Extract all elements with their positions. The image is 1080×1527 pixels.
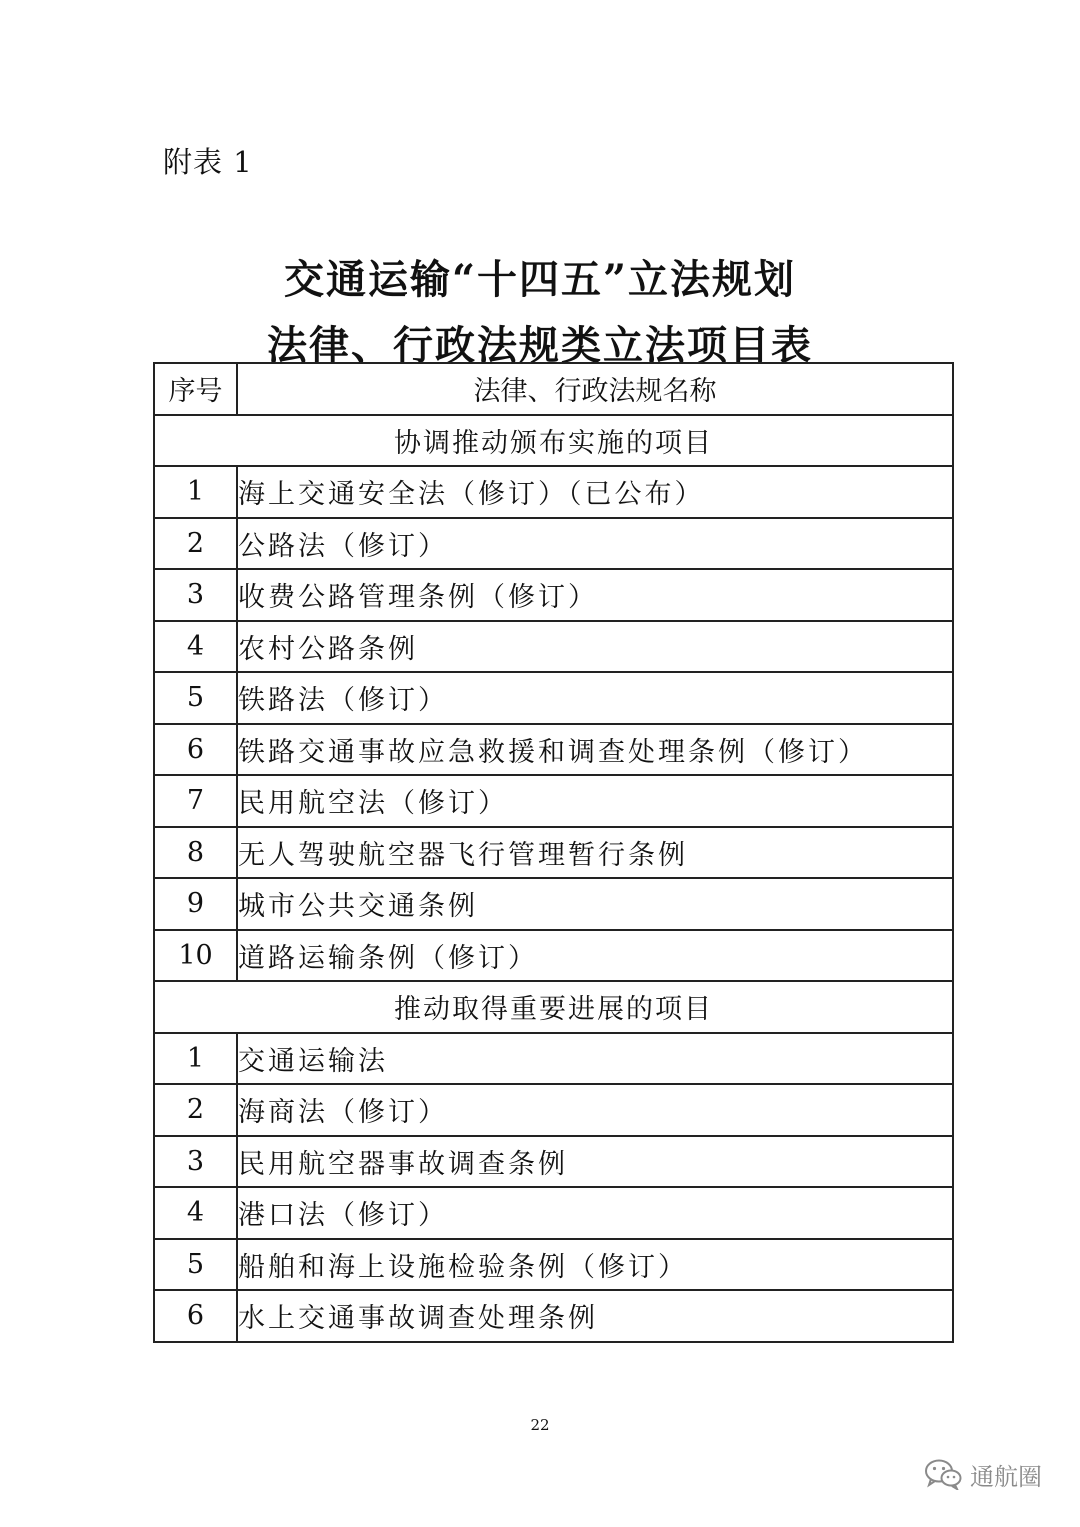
table-row bbox=[154, 1290, 953, 1342]
table-row bbox=[154, 569, 953, 621]
table-row bbox=[154, 1136, 953, 1188]
section-row bbox=[154, 981, 953, 1033]
row-number: 7 bbox=[154, 775, 237, 827]
row-number: 3 bbox=[154, 1136, 237, 1188]
legislation-table bbox=[153, 362, 954, 1343]
table-row bbox=[154, 466, 953, 518]
law-name: 民用航空器事故调查条例 bbox=[237, 1136, 953, 1188]
law-name: 道路运输条例（修订） bbox=[237, 930, 953, 982]
row-number: 8 bbox=[154, 827, 237, 879]
law-name: 海上交通安全法（修订）（已公布） bbox=[237, 466, 953, 518]
row-number: 10 bbox=[154, 930, 237, 982]
section-title: 推动取得重要进展的项目 bbox=[154, 981, 953, 1033]
table-row bbox=[154, 518, 953, 570]
law-name: 无人驾驶航空器飞行管理暂行条例 bbox=[237, 827, 953, 879]
table-row bbox=[154, 775, 953, 827]
column-header-number: 序号 bbox=[154, 363, 237, 415]
table-row bbox=[154, 1033, 953, 1085]
law-name: 交通运输法 bbox=[237, 1033, 953, 1085]
row-number: 3 bbox=[154, 569, 237, 621]
section-row bbox=[154, 415, 953, 467]
attachment-label: 附表 1 bbox=[163, 145, 253, 179]
table-row bbox=[154, 930, 953, 982]
document-title: 交通运输“十四五”立法规划 bbox=[283, 256, 796, 303]
document-subtitle: 法律、行政法规类立法项目表 bbox=[267, 322, 813, 369]
row-number: 2 bbox=[154, 1084, 237, 1136]
law-name: 水上交通事故调查处理条例 bbox=[237, 1290, 953, 1342]
row-number: 4 bbox=[154, 621, 237, 673]
law-name: 收费公路管理条例（修订） bbox=[237, 569, 953, 621]
watermark bbox=[924, 1452, 1042, 1496]
table-row bbox=[154, 1187, 953, 1239]
law-name: 船舶和海上设施检验条例（修订） bbox=[237, 1239, 953, 1291]
table-row bbox=[154, 621, 953, 673]
wechat-icon bbox=[924, 1458, 962, 1490]
row-number: 6 bbox=[154, 724, 237, 776]
watermark-text: 通航圈 bbox=[970, 1462, 1042, 1491]
section-title: 协调推动颁布实施的项目 bbox=[154, 415, 953, 467]
row-number: 1 bbox=[154, 466, 237, 518]
table-row bbox=[154, 878, 953, 930]
law-name: 民用航空法（修订） bbox=[237, 775, 953, 827]
law-name: 港口法（修订） bbox=[237, 1187, 953, 1239]
row-number: 5 bbox=[154, 672, 237, 724]
law-name: 公路法（修订） bbox=[237, 518, 953, 570]
law-name: 农村公路条例 bbox=[237, 621, 953, 673]
row-number: 5 bbox=[154, 1239, 237, 1291]
law-name: 海商法（修订） bbox=[237, 1084, 953, 1136]
table-row bbox=[154, 672, 953, 724]
table-row bbox=[154, 1239, 953, 1291]
row-number: 6 bbox=[154, 1290, 237, 1342]
law-name: 铁路交通事故应急救援和调查处理条例（修订） bbox=[237, 724, 953, 776]
table-row bbox=[154, 827, 953, 879]
row-number: 2 bbox=[154, 518, 237, 570]
column-header-name: 法律、行政法规名称 bbox=[237, 363, 953, 415]
row-number: 9 bbox=[154, 878, 237, 930]
table-row bbox=[154, 724, 953, 776]
table-row bbox=[154, 1084, 953, 1136]
law-name: 铁路法（修订） bbox=[237, 672, 953, 724]
row-number: 1 bbox=[154, 1033, 237, 1085]
row-number: 4 bbox=[154, 1187, 237, 1239]
table-header-row bbox=[154, 363, 953, 415]
page-number: 22 bbox=[530, 1416, 550, 1434]
law-name: 城市公共交通条例 bbox=[237, 878, 953, 930]
